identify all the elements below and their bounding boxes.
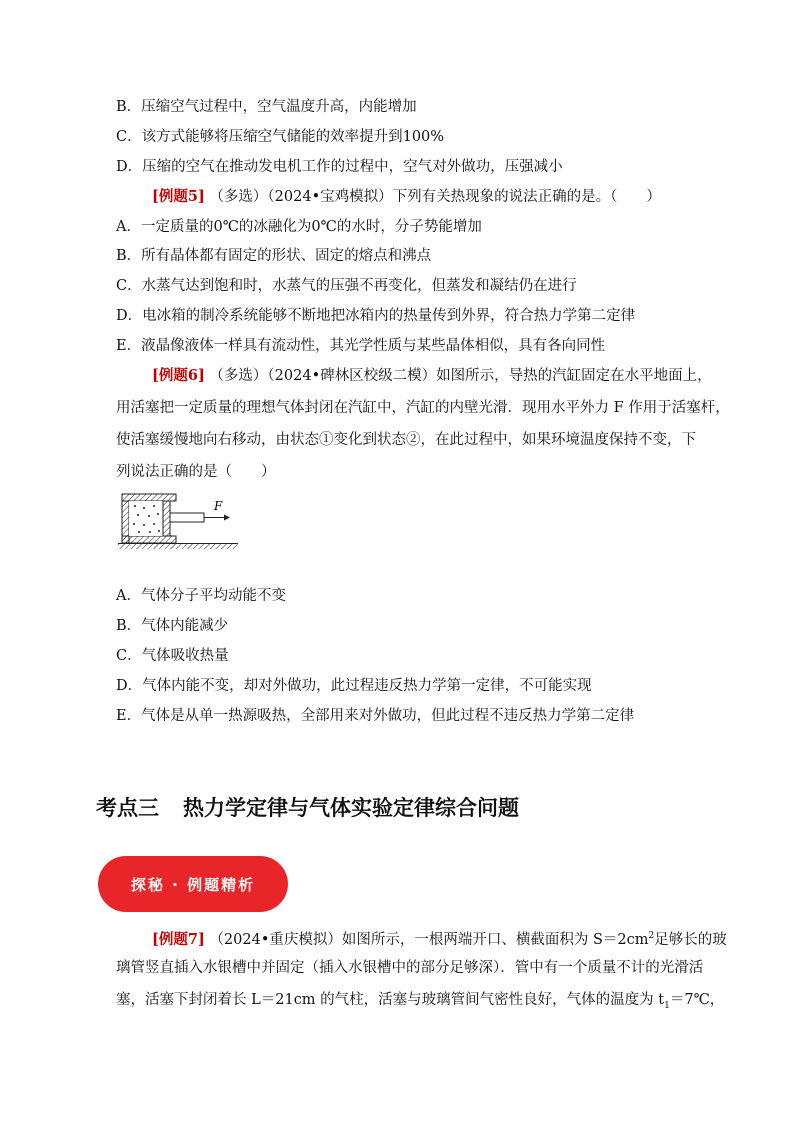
ex5-option-d: D．电冰箱的制冷系统能够不断地把冰箱内的热量传到外界，符合热力学第二定律 — [116, 308, 636, 324]
example-7-stem-line3 — [116, 990, 724, 1016]
example-6-stem-line3: 使活塞缓慢地向右移动，由状态①变化到状态②，在此过程中，如果环境温度保持不变，下 — [116, 432, 696, 448]
ground-hatch — [118, 544, 238, 549]
example-7-stem-line1 — [152, 926, 727, 950]
ex5-option-a: A．一定质量的0℃的冰融化为0℃的水时，分子势能增加 — [116, 219, 482, 235]
example-7-text-c: 塞，活塞下封闭着长 L＝21cm 的气柱，活塞与玻璃管间气密性良好，气体的温度为 t — [116, 992, 665, 1008]
ex5-option-c: C．水蒸气达到饱和时，水蒸气的压强不再变化，但蒸发和凝结仍在进行 — [116, 278, 577, 294]
ex6-option-e: E．气体是从单一热源吸热，全部用来对外做功，但此过程不违反热力学第二定律 — [116, 708, 635, 724]
force-arrow-head — [224, 515, 230, 521]
ex6-option-b: B．气体内能减少 — [116, 618, 229, 634]
subscript: 1 — [664, 1000, 670, 1011]
cylinder-piston-figure — [118, 488, 248, 558]
q4-option-d: D．压缩的空气在推动发电机工作的过程中，空气对外做功，压强减小 — [116, 159, 563, 175]
example-6-stem-line1 — [152, 366, 712, 386]
ex5-option-b: B．所有晶体都有固定的形状、固定的熔点和沸点 — [116, 248, 432, 264]
example-6-text: （多选）（2024•碑林区校级二模）如图所示，导热的汽缸固定在水平地面上， — [209, 368, 712, 384]
example-6-stem-line2: 用活塞把一定质量的理想气体封闭在汽缸中，汽缸的内壁光滑．现用水平外力 F 作用于活塞杆， — [116, 400, 730, 416]
superscript: 2 — [648, 931, 655, 941]
example-7-text-d: ＝7℃， — [669, 992, 725, 1008]
example-5-stem — [152, 187, 661, 207]
ex6-option-d: D．气体内能不变，却对外做功，此过程违反热力学第一定律，不可能实现 — [116, 678, 592, 694]
ex5-option-e: E．液晶像液体一样具有流动性，其光学性质与某些晶体相似，具有各向同性 — [116, 338, 606, 354]
section-heading — [96, 792, 519, 822]
cylinder-bottom-wall — [122, 536, 176, 543]
piston — [163, 501, 170, 536]
example-7-stem-line2: 璃管竖直插入水银槽中并固定（插入水银槽中的部分足够深）．管中有一个质量不计的光滑活 — [116, 960, 704, 976]
section-number: 考点三 — [96, 796, 159, 820]
ex6-option-c: C．气体吸收热量 — [116, 648, 229, 664]
example-5-text: （多选）（2024•宝鸡模拟）下列有关热现象的说法正确的是。（ ） — [209, 189, 661, 205]
example-6-stem-line4: 列说法正确的是（ ） — [116, 464, 276, 480]
example-7-tag: [例题7] — [152, 930, 205, 948]
example-7-text-a: （2024•重庆模拟）如图所示，一根两端开口、横截面积为 S＝2cm — [209, 931, 649, 948]
example-6-tag: [例题6] — [152, 367, 205, 384]
example-5-tag: [例题5] — [152, 188, 205, 205]
ex6-option-a: A．气体分子平均动能不变 — [116, 588, 286, 604]
section-title: 热力学定律与气体实验定律综合问题 — [183, 796, 519, 820]
example-7-text-b: 足够长的玻 — [654, 931, 727, 948]
q4-option-c: C．该方式能够将压缩空气储能的效率提升到100% — [116, 129, 445, 145]
force-label: F — [214, 499, 223, 513]
q4-option-b: B．压缩空气过程中，空气温度升高，内能增加 — [116, 99, 417, 115]
cylinder-top-wall — [122, 494, 176, 501]
section-banner: 探秘 · 例题精析 — [98, 856, 288, 912]
piston-rod — [170, 513, 204, 522]
